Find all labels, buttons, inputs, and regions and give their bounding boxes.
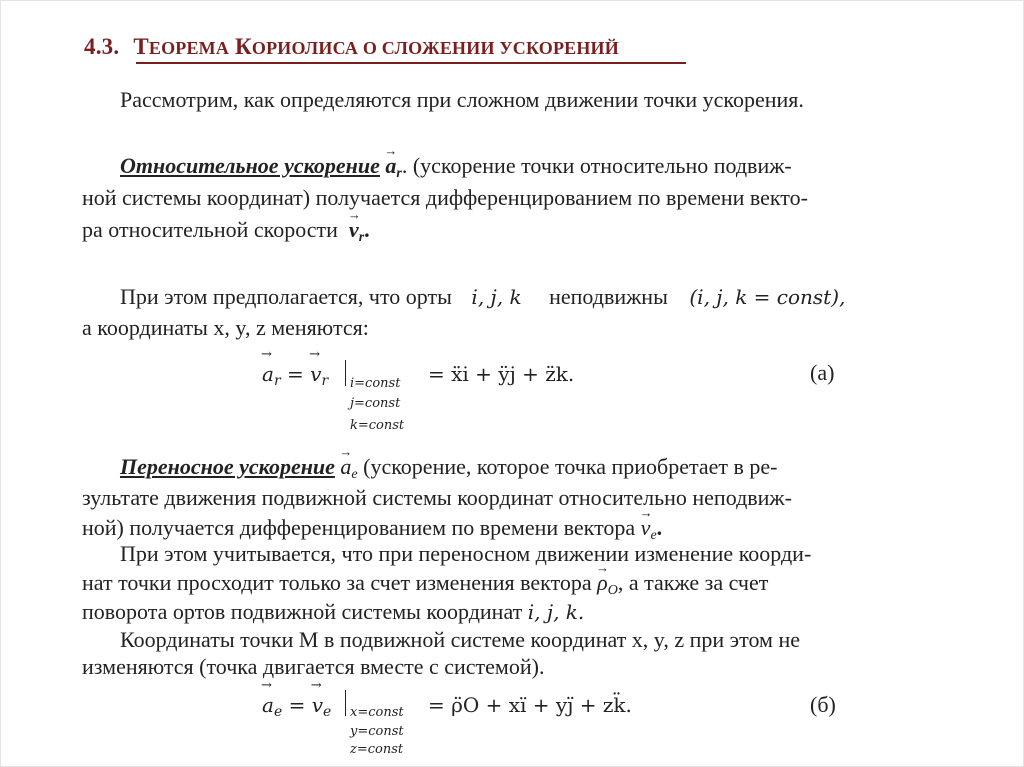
assume-paren: (i, j, k = const), <box>689 285 846 309</box>
title-underline <box>136 62 686 64</box>
relative-line-2: ной системы координат) получается дифференцированием по времени векто- <box>82 185 808 210</box>
eq-b-deriv: → v <box>312 693 323 717</box>
title-cap-1: Т <box>133 34 149 59</box>
eq-b-lhs: → a <box>262 693 274 717</box>
transfer-p2-line-3 <box>82 598 584 626</box>
coords-text: а координаты x, y, z меняются: <box>82 315 369 340</box>
assume-mid: неподвижны <box>549 284 668 309</box>
relative-symbol: → a <box>385 152 396 180</box>
eq-b-cond-1: x=const <box>350 705 404 720</box>
relative-line-1-rest: . (ускорение точки относительно подвиж- <box>401 153 792 178</box>
eq-b-cond-2: y=const <box>350 724 404 739</box>
relative-velocity-sub: r <box>358 230 365 245</box>
eq-b-deriv-sub: e <box>323 704 332 720</box>
eq-a-cond-2: j=const <box>350 396 401 411</box>
relative-velocity-symbol: → v <box>349 216 359 244</box>
eq-b-equals: = <box>288 693 306 717</box>
eq-b-label: (б) <box>810 692 836 717</box>
transfer-p2-line-2-text: нат точки просходит только за счет изменения вектора <box>82 570 592 595</box>
eq-a-rhs: = ẍi + ÿj + z̈k. <box>428 362 575 386</box>
intro-text: Рассмотрим, как определяются при сложном движении точки ускорения. <box>120 87 804 112</box>
eq-a-label: (а) <box>810 360 835 385</box>
transfer-symbol-sub: e <box>351 467 358 482</box>
transfer-line-3-end: . <box>656 515 663 540</box>
transfer-p2-line-3-text: поворота ортов подвижной системы координат <box>82 599 523 624</box>
transfer-velocity-sub: e <box>650 528 657 543</box>
transfer-symbol: → a <box>340 453 351 481</box>
transfer-p2-line-2-end: , а также за счет <box>617 570 769 595</box>
eq-a-equals: = <box>287 362 304 386</box>
transfer-rho-sub: O <box>607 583 618 598</box>
relative-symbol-sub: r <box>396 166 402 181</box>
eq-b-cond-3: z=const <box>350 742 404 757</box>
transfer-p3-line-2: изменяются (точка двигается вместе с системой). <box>82 654 545 679</box>
relative-term: Относительное ускорение <box>120 153 380 178</box>
relative-line-3-text: ра относительной скорости <box>82 217 338 242</box>
relative-line-3-end: . <box>364 217 370 242</box>
transfer-term: Переносное ускорение <box>120 454 335 479</box>
eq-a-cond-1: i=const <box>350 376 401 391</box>
transfer-rho-symbol: → ρ <box>597 569 608 597</box>
transfer-velocity-symbol: → v <box>641 514 651 542</box>
transfer-line-1-rest: (ускорение, которое точка приобретает в ре- <box>363 454 778 479</box>
eq-a-deriv-sub: r <box>321 373 329 389</box>
eq-a-eval-bar <box>345 360 346 386</box>
transfer-p2-line-1: При этом учитывается, что при переносном движении изменение коорди- <box>120 541 812 566</box>
eq-b-rhs: = ρ̈O + xï + yj̈ + zk̈. <box>428 693 632 717</box>
title-rest-2: ОРИОЛИСА О СЛОЖЕНИИ УСКОРЕНИЙ <box>251 38 619 58</box>
section-title <box>84 34 619 60</box>
transfer-line-3-text: ной) получается дифференцированием по времени вектора <box>82 515 636 540</box>
transfer-line-2: зультате движения подвижной системы координат относительно неподвиж- <box>82 485 792 510</box>
relative-line-1 <box>120 152 792 188</box>
eq-a-deriv: → v <box>310 362 321 386</box>
eq-a-cond-3: k=const <box>350 418 405 433</box>
eq-b-eval-bar <box>345 690 346 716</box>
eq-b-lhs-sub: e <box>273 704 283 720</box>
equation-a <box>262 362 328 389</box>
assume-text: При этом предполагается, что орты <box>120 284 452 309</box>
assume-line <box>120 283 845 311</box>
relative-line-3 <box>82 216 370 252</box>
transfer-p3-line-1: Координаты точки M в подвижной системе координат x, y, z при этом не <box>120 627 800 652</box>
title-cap-2: К <box>235 34 252 59</box>
section-number: 4.3. <box>84 34 120 59</box>
assume-orts: i, j, k <box>471 285 522 309</box>
equation-b <box>262 693 331 720</box>
eq-a-lhs-sub: r <box>273 373 281 389</box>
eq-a-lhs: → a <box>262 362 274 386</box>
title-rest-1: ЕОРЕМА <box>148 38 230 58</box>
transfer-p2-orts: i, j, k. <box>527 600 585 624</box>
